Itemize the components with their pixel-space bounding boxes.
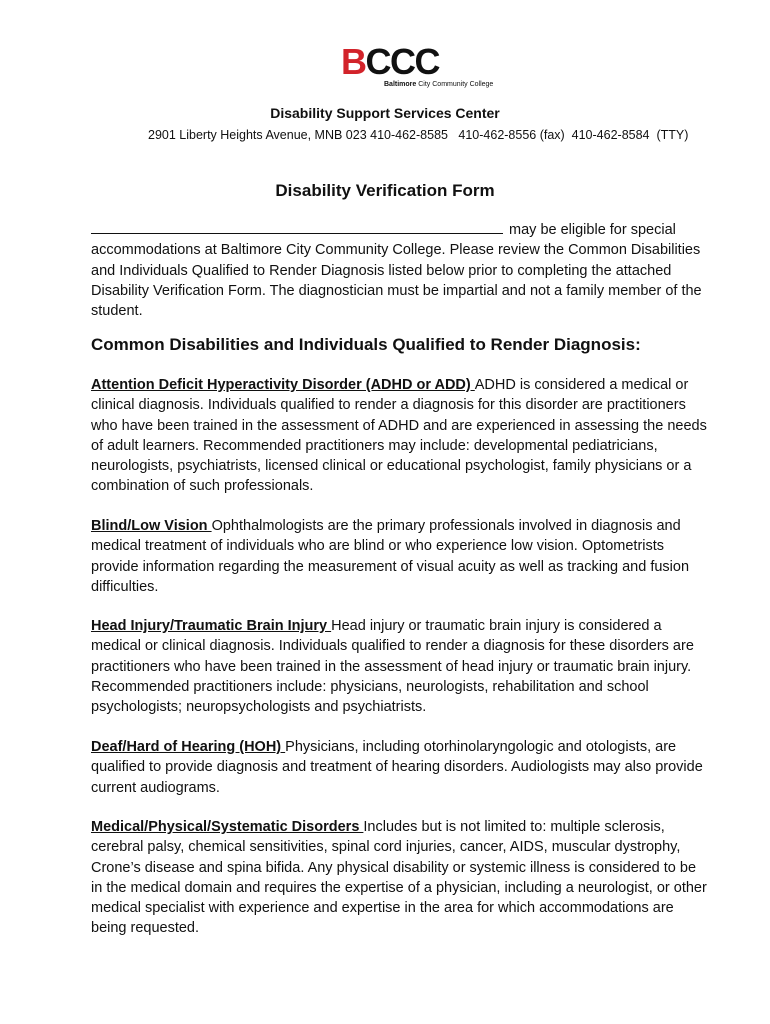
intro-paragraph [91,219,711,321]
entry-term: Head Injury/Traumatic Brain Injury [91,618,332,634]
form-title: Disability Verification Form [275,181,495,200]
entry-term: Medical/Physical/Systematic Disorders [91,819,364,835]
entry-text: Includes but is not limited to: multiple sclerosis, cerebral palsy, chemical sensitivities, spinal cord injuries, cancer, AIDS, muscular dystrophy, Crone’s disease and spina bifida. Any physical disability or systemic illness is considered to be in the medical domain and requires the expertise of a physician, including a neurologist, or other medical specialist with experience and expertise in the area for which accommodations are being requested. [91,819,707,937]
entry-text: Ophthalmologists are the primary professionals involved in diagnosis and medical treatment of individuals who are blind or who experience low vision. Optometrists provide information regarding the measurement of visual acuity as well as tracking and fusion difficulties. [91,518,690,595]
center-title: Disability Support Services Center [270,105,500,121]
entry-deaf-hoh [91,737,711,798]
entry-term: Attention Deficit Hyperactivity Disorder (ADHD or ADD) [91,377,475,393]
section-heading: Common Disabilities and Individuals Qualified to Render Diagnosis: [91,335,641,354]
entry-text: Head injury or traumatic brain injury is considered a medical or clinical diagnosis. Individuals qualified to render a diagnosis for these disorders are practitioners who have been trained in the assessment of head injury or traumatic brain injury. Recommended practitioners include: physicians, neurologists, rehabilitation and school psychologists; neuropsychologists and psychiatrists. [91,618,694,716]
entry-term: Deaf/Hard of Hearing (HOH) [91,739,286,755]
logo-subtitle [384,80,493,89]
entry-head-injury [91,616,711,717]
logo-subtitle-bold: Baltimore [384,81,417,88]
logo-subtitle-rest: City Community College [416,81,494,88]
student-name-blank[interactable] [91,219,503,234]
entry-medical-physical [91,817,711,939]
entry-term: Blind/Low Vision [91,518,212,534]
intro-text: may be eligible for special accommodations at Baltimore City Community College. Please review the Common Disabilities and Individuals Qualified to Render Diagnosis listed below prior to completing the attached Disability Verification Form. The diagnostician must be impartial and not a family member of the student. [91,222,702,320]
logo-letters [341,41,439,82]
logo-letters-ccc: CCC [365,41,439,82]
entry-adhd [91,375,711,497]
entry-text: ADHD is considered a medical or clinical diagnosis. Individuals qualified to render a diagnosis for this disorder are practitioners who have been trained in the assessment of ADHD and are experienced in assessing the needs of adult learners. Recommended practitioners may include: developmental pediatricians, neurologists, psychiatrists, licensed clinical or educational psychologist, family physicians or a combination of such professionals. [91,377,707,495]
center-address: 2901 Liberty Heights Avenue, MNB 023 410-462-8585 410-462-8556 (fax) 410-462-8584 (TTY) [148,128,689,142]
entry-text: Physicians, including otorhinolaryngologic and otologists, are qualified to provide diagnosis and treatment of hearing disorders. Audiologists may also provide current audiograms. [91,739,703,796]
logo-letter-b: B [341,41,366,82]
entry-blind-low-vision [91,516,711,597]
bccc-logo [341,41,494,90]
